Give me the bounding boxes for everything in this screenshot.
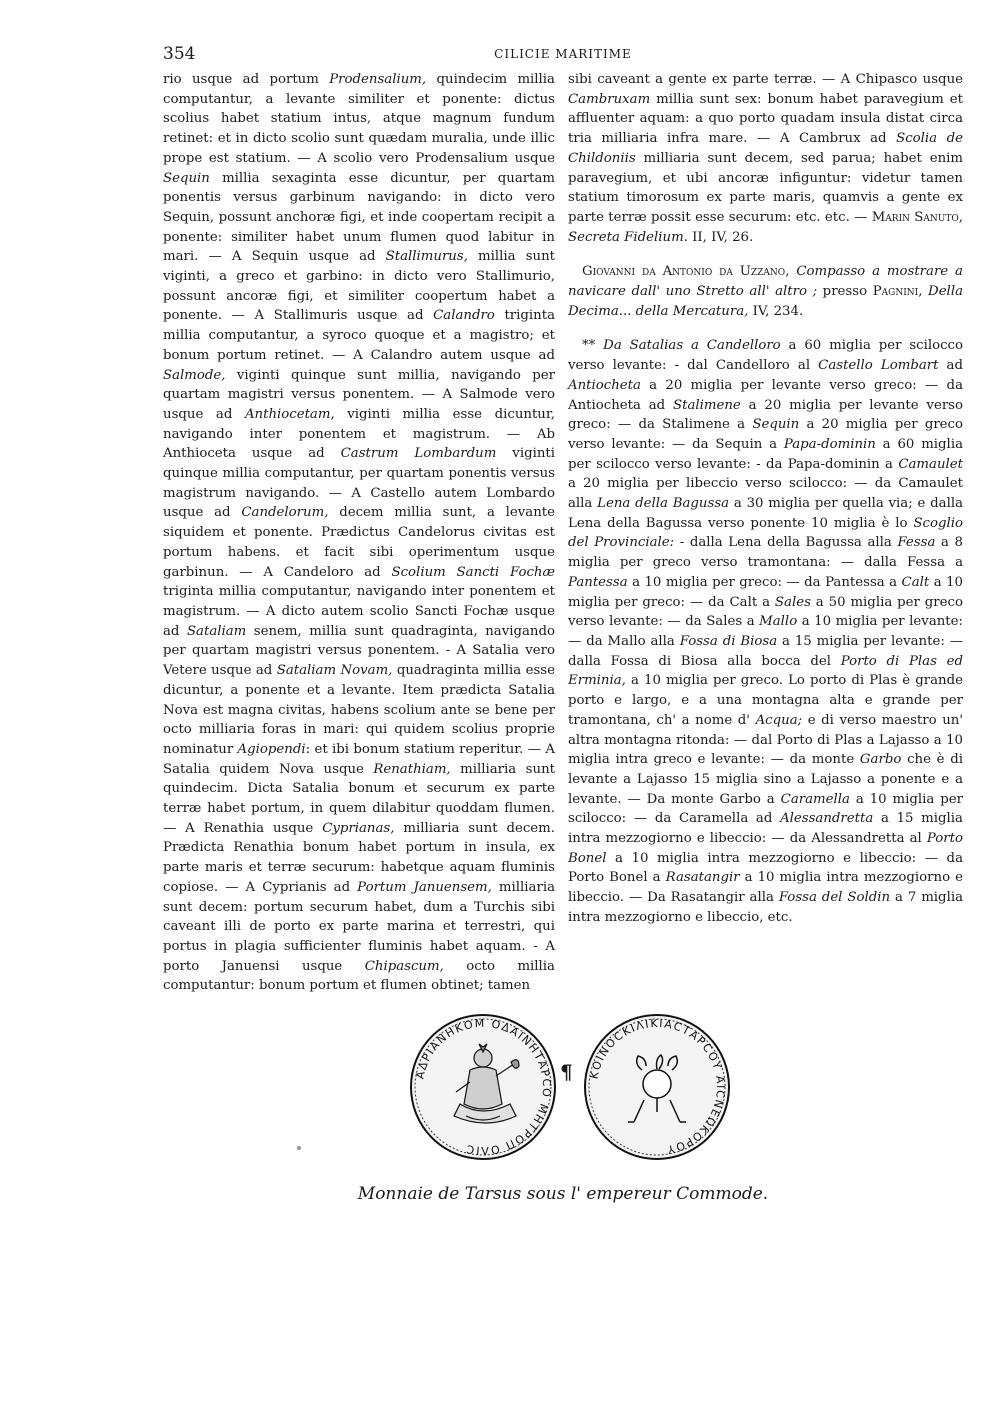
page-number: 354 <box>163 44 196 64</box>
coin-reverse-image <box>582 1012 732 1162</box>
coin-obverse-image <box>408 1012 558 1162</box>
coin-separator: ¶ <box>560 1060 573 1084</box>
sanuto-paragraph: sibi caveant a gente ex parte terræ. — A Chipasco usque Cambruxam millia sunt sex: bonum habet paravegium et affluenter aquam: a quo porto quadam insula distat circa tria milliaria infra mare. — A Cambrux ad Scolia de Childoniis milliaria sunt decem, sed parua; habet enim paravegium, et ubi ancoræ infiguntur: videtur tamen statium timorosum ex parte maris, quamvis a gente ex parte terræ possit esse securum: etc. etc. — Marin Sanuto, Secreta Fidelium. II, IV, 26. <box>568 72 963 245</box>
portolan-paragraph: ** Da Satalias a Candelloro a 60 miglia per scilocco verso levante: - dal Candelloro al Castello Lombart ad Antiocheta a 20 miglia per levante verso greco: — da Antiocheta ad Stalimene a 20 miglia per levante verso greco: — da Stalimene a Sequin a 20 miglia per greco verso levante: — da Sequin a Papa-dominin a 60 miglia per scilocco verso levante: - da Papa-dominin a Camaulet a 20 miglia per libeccio verso scilocco: — da Camaulet alla Lena della Bagussa a 30 miglia per quella via; e dalla Lena della Bagussa verso ponente 10 miglia è lo Scoglio del Provinciale: - dalla Lena della Bagussa alla Fessa a 8 miglia per greco verso tramontana: — dalla Fessa a Pantessa a 10 miglia per greco: — da Pantessa a Calt a 10 miglia per greco: — da Calt a Sales a 50 miglia per greco verso levante: — da Sales a Mallo a 10 miglia per levante: — da Mallo alla Fossa di Biosa a 15 miglia per levante: — dalla Fossa di Biosa alla bocca del Porto di Plas ed Erminia, a 10 miglia per greco. Lo porto di Plas è grande porto e largo, e a una montagna alta e grande per tramontana, ch' a nome d' Acqua; e di verso maestro un' altra montagna ritonda: — dal Porto di Plas a Lajasso a 10 miglia intra greco e levante: — da monte Garbo che è di levante a Lajasso 15 miglia sino a Lajasso a ponente e a levante. — Da monte Garbo a Caramella a 10 miglia per scilocco: — da Caramella ad Alessandretta a 15 miglia intra mezzogiorno e libeccio: — da Alessandretta al Porto Bonel a 10 miglia intra mezzogiorno e libeccio: — da Porto Bonel a Rasatangir a 10 miglia intra mezzogiorno e libeccio. — Da Rasatangir alla Fossa del Soldin a 7 miglia intra mezzogiorno e libeccio, etc. <box>568 338 964 925</box>
ink-speck <box>296 1145 302 1151</box>
page-header <box>163 44 963 68</box>
uzzano-citation: Giovanni da Antonio da Uzzano, Compasso a mostrare a navicare dall' uno Stretto all' altro ; presso Pagnini, Della Decima... della Mercatura, IV, 234. <box>568 264 963 319</box>
obverse-legend: ΑΔΡΙΑΝΗΚΟΜ ΟΔΑΙΝΗΤΑΡCΟ ΜΗΤΡΟΠ ΟΛΙC <box>413 1016 554 1158</box>
reverse-legend: ΚΟΙΝΟCΚΙΛΙΚΙΑCΤΑΡCΟΥ ΑΙCΝΕΩΚΟΡΟΥ <box>587 1016 728 1157</box>
running-head: CILICIE MARITIME <box>494 47 632 61</box>
left-column <box>163 70 555 996</box>
coin-illustration <box>408 1012 738 1172</box>
left-paragraph: rio usque ad portum Prodensalium, quindecim millia computantur, a levante similiter et ponente: dictus scolius habet statium intus, atque magnum fundum retinet: et in dicto scolio sunt quædam muralia, unde illic prope est statium. — A scolio vero Prodensalium usque Sequin millia sexaginta esse dicuntur, per quartam ponentis versus garbinum navigando: in dicto vero Sequin, possunt anchoræ figi, et inde coopertam recipit a ponente: similiter habet unum flumen quod labitur in mari. — A Sequin usque ad Stallimurus, millia sunt viginti, a greco et garbino: in dicto vero Stallimurio, possunt ancoræ figi, et similiter coopertum habet a ponente. — A Stallimuris usque ad Calandro triginta millia computantur, a syroco quoque et a magistro; et bonum portum retinet. — A Calandro autem usque ad Salmode, viginti quinque sunt millia, navigando per quartam magistri versus ponentem. — A Salmode vero usque ad Anthiocetam, viginti millia esse dicuntur, navigando inter ponentem et magistrum. — Ab Anthioceta usque ad Castrum Lombardum viginti quinque millia computantur, per quartam ponentis versus magistrum navigando. — A Castello autem Lombardo usque ad Candelorum, decem millia sunt, a levante siquidem et ponente. Prædictus Candelorus civitas est portum habens. et facit sibi operimentum usque garbinun. — A Candeloro ad Scolium Sancti Fochæ triginta millia computantur, navigando inter ponentem et magistrum. — A dicto autem scolio Sancti Fochæ usque ad Sataliam senem, millia sunt quadraginta, navigando per quartam magistri versus ponentem. - A Satalia vero Vetere usque ad Sataliam Novam, quadraginta millia esse dicuntur, a ponente et a levante. Item prædicta Satalia Nova est magna civitas, habens scolium ante se bene per octo milliaria foras in mari: qui quidem scolius proprie nominatur Agiopendi: et ibi bonum statium reperitur. — A Satalia quidem Nova usque Renathiam, milliaria sunt quindecim. Dicta Satalia bonum et securum ex parte terræ habet portum, in quem dilabitur quoddam flumen. — A Renathia usque Cyprianas, milliaria sunt decem. Prædicta Renathia bonum habet portum in insula, ex parte maris et terræ securum: habetque aquam fluminis copiose. — A Cyprianis ad Portum Januensem, milliaria sunt decem: portum securum habet, dum a Turchis sibi caveant illi de porto ex parte marina et terrestri, qui portus in plagia sufficienter fluminis habet aquam. - A porto Januensi usque Chipascum, octo millia computantur: bonum portum et flumen obtinet; tamen <box>163 72 556 994</box>
right-column <box>568 70 963 928</box>
coin-caption: Monnaie de Tarsus sous l' empereur Commode. <box>357 1184 769 1204</box>
